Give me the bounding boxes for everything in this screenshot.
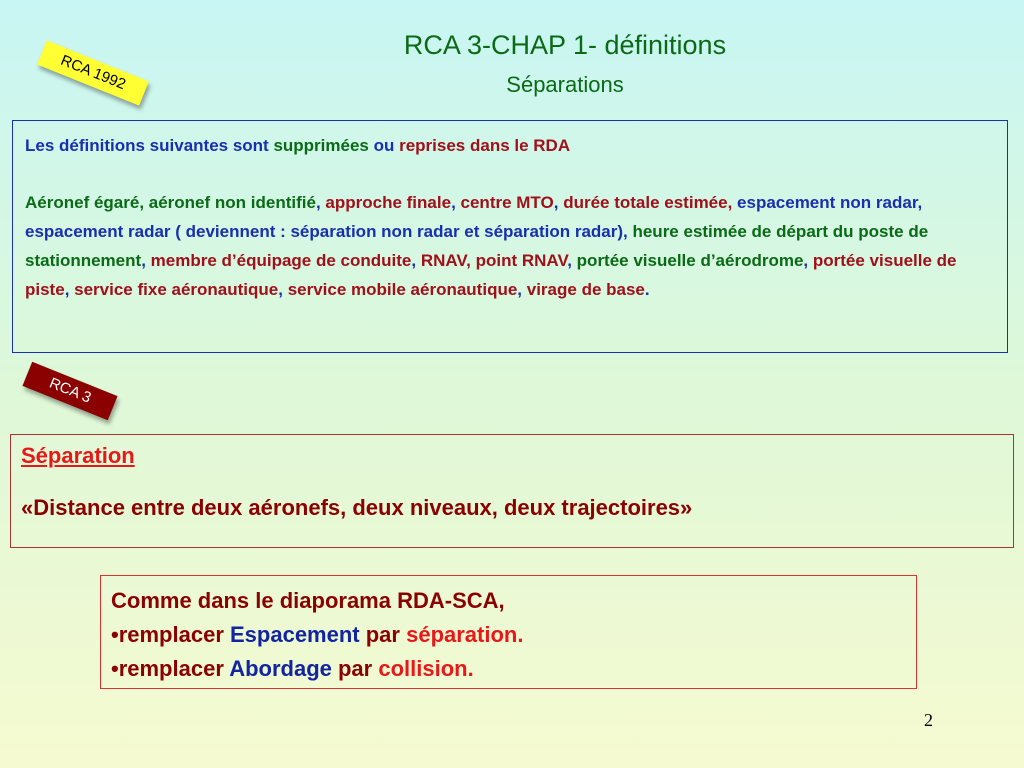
note-text: •remplacer bbox=[111, 656, 230, 681]
definitions-box bbox=[12, 120, 1008, 353]
def-comma: , bbox=[411, 251, 417, 270]
note-term-espacement: Espacement bbox=[230, 622, 360, 647]
def-comma: , bbox=[141, 251, 146, 270]
def-item: virage de base bbox=[522, 280, 645, 299]
intro-text: Les définitions suivantes sont bbox=[25, 136, 274, 155]
def-item: portée visuelle de piste bbox=[25, 251, 957, 299]
def-comma: , bbox=[517, 280, 523, 299]
separation-definition-box bbox=[10, 434, 1014, 548]
slide-title: RCA 3-CHAP 1- définitions bbox=[403, 30, 727, 60]
intro-ou: ou bbox=[368, 136, 400, 155]
separation-definition: «Distance entre deux aéronefs, deux niveaux, deux trajectoires» bbox=[21, 495, 693, 520]
def-item: portée visuelle d’aérodrome bbox=[571, 251, 804, 270]
def-comma: , bbox=[278, 280, 283, 299]
replacement-note-box bbox=[100, 575, 917, 689]
def-item: heure estimée de départ du poste de stationnement bbox=[25, 222, 929, 270]
def-item: centre MTO bbox=[455, 193, 554, 212]
def-item: RNAV, point RNAV bbox=[416, 251, 568, 270]
slide-subtitle: Séparations bbox=[506, 72, 624, 97]
note-term-separation: séparation. bbox=[406, 622, 524, 647]
def-item: espacement non radar, espacement radar ( deviennent : séparation non radar et séparation radar), bbox=[25, 193, 923, 241]
definitions-intro bbox=[25, 131, 995, 160]
def-comma: , bbox=[553, 193, 559, 212]
def-comma: , bbox=[315, 193, 321, 212]
def-item: membre d’équipage de conduite bbox=[145, 251, 412, 270]
def-item: approche finale bbox=[320, 193, 452, 212]
definitions-list bbox=[25, 188, 995, 304]
rca-1992-tag: RCA 1992 bbox=[37, 40, 149, 105]
def-comma: , bbox=[803, 251, 809, 270]
def-comma: , bbox=[567, 251, 572, 270]
def-item: service mobile aéronautique bbox=[282, 280, 518, 299]
note-text: par bbox=[359, 622, 407, 647]
def-comma: , bbox=[451, 193, 456, 212]
def-item: durée totale estimée, bbox=[558, 193, 733, 212]
note-text: par bbox=[331, 656, 379, 681]
note-line-3 bbox=[111, 652, 906, 686]
def-item: service fixe aéronautique bbox=[69, 280, 279, 299]
def-item: Aéronef égaré, aéronef non identifié bbox=[25, 193, 316, 212]
note-term-abordage: Abordage bbox=[229, 656, 332, 681]
intro-supprimees: supprimées bbox=[273, 136, 369, 155]
rca-3-tag: RCA 3 bbox=[22, 362, 117, 421]
page-number: 2 bbox=[924, 710, 933, 730]
note-text: •remplacer bbox=[111, 622, 230, 647]
note-line-1: Comme dans le diaporama RDA-SCA, bbox=[111, 588, 505, 613]
separation-heading: Séparation bbox=[21, 443, 135, 468]
def-period: . bbox=[644, 280, 650, 299]
note-line-2 bbox=[111, 618, 906, 652]
intro-reprises: reprises dans le RDA bbox=[399, 136, 571, 155]
note-term-collision: collision. bbox=[378, 656, 474, 681]
def-comma: , bbox=[64, 280, 70, 299]
